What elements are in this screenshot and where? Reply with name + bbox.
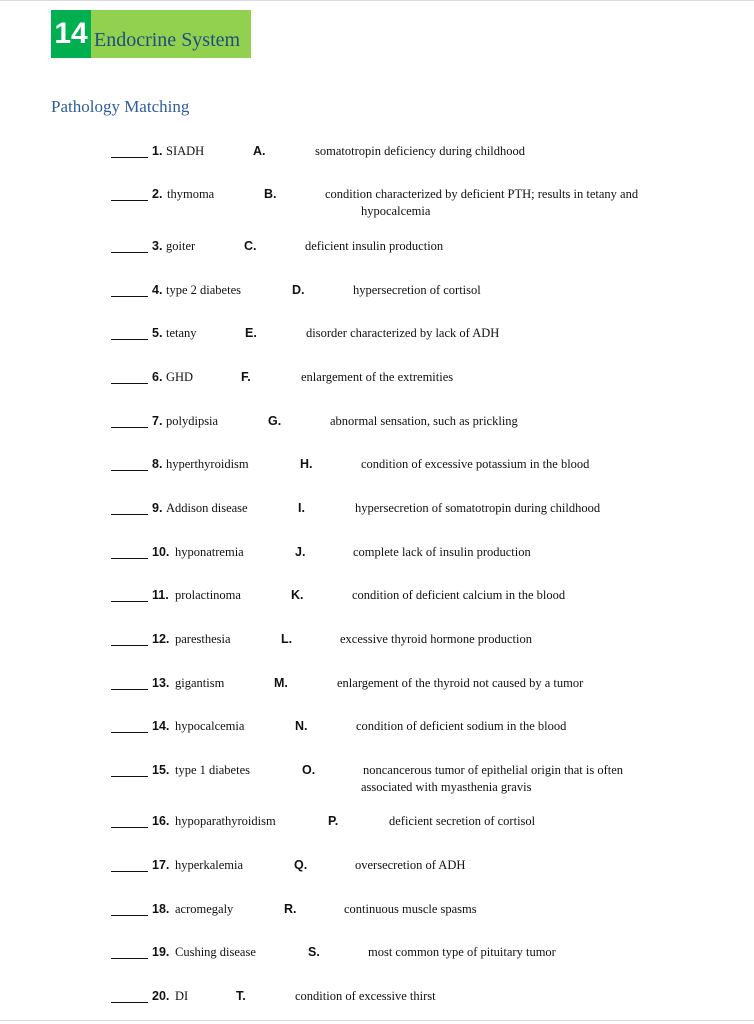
definition-text: complete lack of insulin production <box>353 545 531 559</box>
answer-blank[interactable] <box>111 871 148 872</box>
answer-blank[interactable] <box>111 339 148 340</box>
item-term: DI <box>175 989 189 1003</box>
definition-text: somatotropin deficiency during childhood <box>315 144 526 158</box>
answer-blank[interactable] <box>111 296 148 297</box>
answer-blank[interactable] <box>111 645 148 646</box>
item-term: tetany <box>166 326 197 340</box>
answer-blank[interactable] <box>111 732 148 733</box>
answer-blank[interactable] <box>111 601 148 602</box>
item-number: 15. <box>152 763 170 777</box>
definition-text: deficient secretion of cortisol <box>389 814 536 828</box>
item-term: goiter <box>166 239 196 253</box>
item-number: 5. <box>152 326 163 340</box>
definition-letter: Q. <box>294 858 308 872</box>
item-term: polydipsia <box>166 414 219 428</box>
definition-letter: C. <box>244 239 257 253</box>
item-term: hypoparathyroidism <box>175 814 276 828</box>
item-number: 13. <box>152 676 170 690</box>
definition-text: hypersecretion of somatotropin during childhood <box>355 501 601 515</box>
item-number: 4. <box>152 283 163 297</box>
item-term: gigantism <box>175 676 225 690</box>
definition-letter: S. <box>308 945 320 959</box>
item-number: 11. <box>152 588 169 602</box>
definition-text: abnormal sensation, such as prickling <box>330 414 518 428</box>
answer-blank[interactable] <box>111 827 148 828</box>
item-term: GHD <box>166 370 194 384</box>
item-term: hypocalcemia <box>175 719 245 733</box>
definition-letter: J. <box>295 545 306 559</box>
answer-blank[interactable] <box>111 470 148 471</box>
item-number: 14. <box>152 719 170 733</box>
answer-blank[interactable] <box>111 514 148 515</box>
item-term: type 1 diabetes <box>175 763 250 777</box>
definition-letter: H. <box>300 457 313 471</box>
answer-blank[interactable] <box>111 1002 148 1003</box>
definition-letter: D. <box>292 283 305 297</box>
definition-text: enlargement of the extremities <box>301 370 454 384</box>
definition-text: condition of excessive potassium in the blood <box>361 457 590 471</box>
item-term: hyperthyroidism <box>166 457 249 471</box>
definition-text: deficient insulin production <box>305 239 444 253</box>
answer-blank[interactable] <box>111 427 148 428</box>
chapter-title: Endocrine System <box>94 29 241 51</box>
item-term: SIADH <box>166 144 205 158</box>
definition-text-continued: hypocalcemia <box>361 204 431 218</box>
item-term: type 2 diabetes <box>166 283 241 297</box>
answer-blank[interactable] <box>111 200 148 201</box>
definition-text: noncancerous tumor of epithelial origin that is often <box>363 763 623 777</box>
answer-blank[interactable] <box>111 958 148 959</box>
item-number: 17. <box>152 858 170 872</box>
item-number: 20. <box>152 989 170 1003</box>
definition-letter: O. <box>302 763 316 777</box>
item-number: 3. <box>152 239 163 253</box>
item-term: thymoma <box>167 187 215 201</box>
item-number: 8. <box>152 457 163 471</box>
definition-text: enlargement of the thyroid not caused by a tumor <box>337 676 584 690</box>
definition-text: hypersecretion of cortisol <box>353 283 481 297</box>
definition-letter: L. <box>281 632 293 646</box>
item-term: Cushing disease <box>175 945 256 959</box>
definition-text: condition of deficient sodium in the blood <box>356 719 567 733</box>
item-term: acromegaly <box>175 902 234 916</box>
answer-blank[interactable] <box>111 252 148 253</box>
answer-blank[interactable] <box>111 558 148 559</box>
section-title: Pathology Matching <box>51 97 190 116</box>
item-number: 6. <box>152 370 163 384</box>
definition-text: oversecretion of ADH <box>355 858 466 872</box>
definition-letter: E. <box>245 326 257 340</box>
answer-blank[interactable] <box>111 383 148 384</box>
top-divider <box>0 0 754 1</box>
item-term: hyperkalemia <box>175 858 244 872</box>
item-term: Addison disease <box>166 501 248 515</box>
definition-text: condition of deficient calcium in the blood <box>352 588 566 602</box>
item-number: 18. <box>152 902 170 916</box>
chapter-number: 14 <box>51 10 91 58</box>
item-number: 9. <box>152 501 163 515</box>
definition-letter: T. <box>236 989 246 1003</box>
definition-text: excessive thyroid hormone production <box>340 632 532 646</box>
definition-text-continued: associated with myasthenia gravis <box>361 780 532 794</box>
answer-blank[interactable] <box>111 915 148 916</box>
item-number: 12. <box>152 632 170 646</box>
bottom-divider <box>0 1020 754 1021</box>
definition-letter: A. <box>253 144 266 158</box>
definition-text: most common type of pituitary tumor <box>368 945 556 959</box>
definition-letter: K. <box>291 588 304 602</box>
definition-letter: B. <box>264 187 277 201</box>
item-number: 19. <box>152 945 170 959</box>
definition-letter: I. <box>298 501 305 515</box>
item-number: 7. <box>152 414 163 428</box>
item-number: 2. <box>152 187 163 201</box>
item-term: prolactinoma <box>175 588 241 602</box>
item-number: 1. <box>152 144 163 158</box>
answer-blank[interactable] <box>111 776 148 777</box>
item-term: hyponatremia <box>175 545 244 559</box>
answer-blank[interactable] <box>111 157 148 158</box>
item-number: 16. <box>152 814 170 828</box>
definition-letter: F. <box>241 370 251 384</box>
item-number: 10. <box>152 545 170 559</box>
item-term: paresthesia <box>175 632 231 646</box>
definition-text: condition of excessive thirst <box>295 989 436 1003</box>
definition-text: condition characterized by deficient PTH; results in tetany and <box>325 187 639 201</box>
definition-letter: P. <box>328 814 339 828</box>
definition-text: disorder characterized by lack of ADH <box>306 326 500 340</box>
chapter-header <box>51 10 251 58</box>
definition-letter: G. <box>268 414 282 428</box>
definition-letter: R. <box>284 902 297 916</box>
definition-letter: N. <box>295 719 308 733</box>
definition-text: continuous muscle spasms <box>344 902 477 916</box>
definition-letter: M. <box>274 676 288 690</box>
answer-blank[interactable] <box>111 689 148 690</box>
